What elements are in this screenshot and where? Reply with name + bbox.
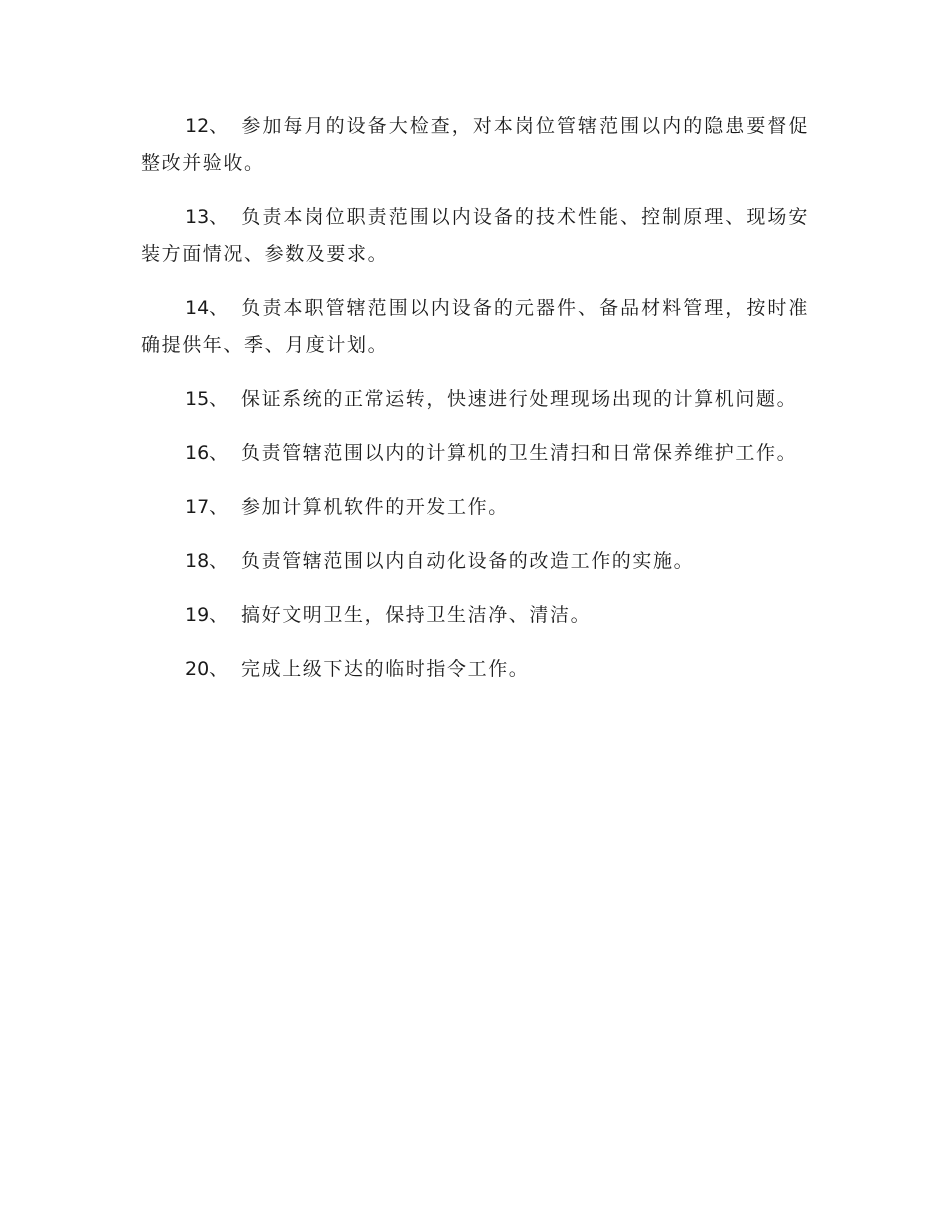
- item-text: 参加计算机软件的开发工作。: [241, 496, 509, 518]
- item-number: 16、: [185, 442, 229, 464]
- item-text: 参加每月的设备大检查，对本岗位管辖范围以内的隐患要督促整改并验收。: [141, 115, 809, 174]
- item-number: 18、: [185, 550, 229, 572]
- item-number: 17、: [185, 496, 229, 518]
- item-text: 负责本岗位职责范围以内设备的技术性能、控制原理、现场安装方面情况、参数及要求。: [141, 206, 809, 265]
- list-item: [141, 435, 809, 472]
- list-item: [141, 108, 809, 182]
- item-number: 14、: [185, 297, 229, 319]
- item-number: 13、: [185, 206, 229, 228]
- item-number: 15、: [185, 388, 229, 410]
- list-item: [141, 489, 809, 526]
- item-number: 19、: [185, 604, 229, 626]
- item-text: 搞好文明卫生，保持卫生洁净、清洁。: [241, 604, 592, 626]
- item-number: 12、: [185, 115, 229, 137]
- item-text: 负责管辖范围以内自动化设备的改造工作的实施。: [241, 550, 695, 572]
- item-text: 完成上级下达的临时指令工作。: [241, 658, 530, 680]
- item-text: 负责管辖范围以内的计算机的卫生清扫和日常保养维护工作。: [241, 442, 798, 464]
- list-item: [141, 597, 809, 634]
- item-text: 负责本职管辖范围以内设备的元器件、备品材料管理，按时准确提供年、季、月度计划。: [141, 297, 809, 356]
- list-item: [141, 543, 809, 580]
- list-item: [141, 651, 809, 688]
- list-item: [141, 290, 809, 364]
- duty-list: [141, 108, 809, 705]
- list-item: [141, 199, 809, 273]
- item-number: 20、: [185, 658, 229, 680]
- list-item: [141, 381, 809, 418]
- item-text: 保证系统的正常运转，快速进行处理现场出现的计算机问题。: [241, 388, 798, 410]
